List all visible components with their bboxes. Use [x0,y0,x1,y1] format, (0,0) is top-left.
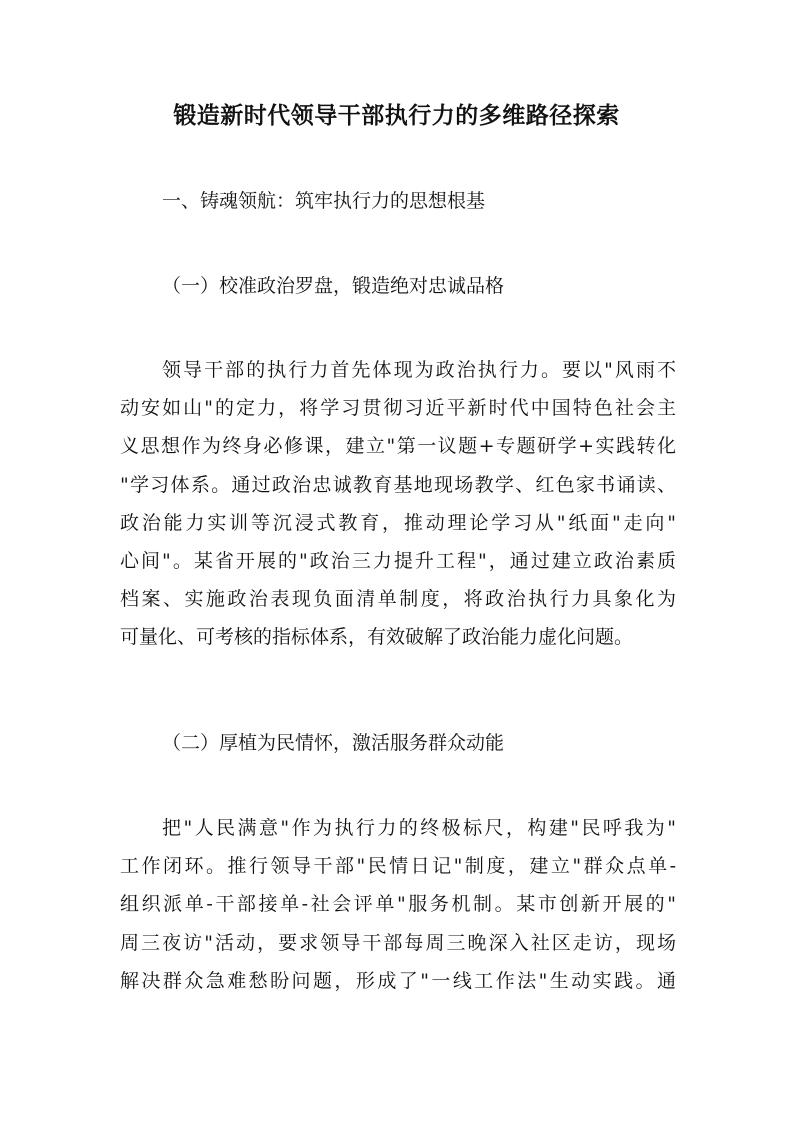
paragraph-line: 组织派单-干部接单-社会评单"服务机制。某市创新开展的" [120,893,676,916]
paragraph-1 [120,351,676,657]
section-heading-1: 一、铸魂领航：筑牢执行力的思想根基 [162,190,486,212]
paragraph-line: 领导干部的执行力首先体现为政治执行力。要以"风雨不 [162,359,676,381]
document-title: 锻造新时代领导干部执行力的多维路径探索 [173,102,620,129]
paragraph-line: 把"人民满意"作为执行力的终极标尺，构建"民呼我为" [162,817,676,839]
paragraph-line: 解决群众急难愁盼问题，形成了"一线工作法"生动实践。通 [120,969,676,992]
subsection-heading-1: （一）校准政治罗盘，锻造绝对忠诚品格 [162,275,505,297]
paragraph-line: 义思想作为终身必修课，建立"第一议题+专题研学+实践转化 [120,435,676,458]
paragraph-line: 动安如山"的定力，将学习贯彻习近平新时代中国特色社会主 [120,397,676,420]
paragraph-line: 可量化、可考核的指标体系，有效破解了政治能力虚化问题。 [120,626,634,649]
subsection-heading-2: （二）厚植为民情怀，激活服务群众动能 [162,732,505,754]
paragraph-line: 档案、实施政治表现负面清单制度，将政治执行力具象化为 [120,588,676,611]
paragraph-line: 政治能力实训等沉浸式教育，推动理论学习从"纸面"走向" [120,511,676,534]
paragraph-line: 心间"。某省开展的"政治三力提升工程"，通过建立政治素质 [120,549,676,572]
paragraph-line: "学习体系。通过政治忠诚教育基地现场教学、红色家书诵读、 [120,473,676,496]
paragraph-2 [120,809,676,1000]
paragraph-line: 工作闭环。推行领导干部"民情日记"制度，建立"群众点单- [120,855,676,878]
paragraph-line: 周三夜访"活动，要求领导干部每周三晚深入社区走访，现场 [120,931,676,954]
